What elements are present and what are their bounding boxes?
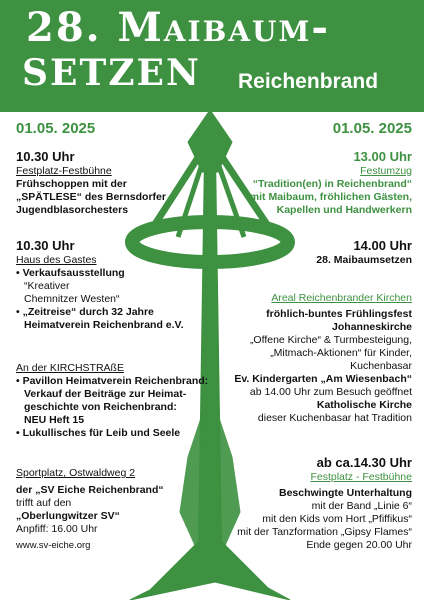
wreath-highlight	[240, 240, 260, 248]
left-block-3-item: geschichte von Reichenbrand:	[24, 401, 177, 413]
title-line-1: 28. Maibaum-	[26, 4, 331, 51]
right-block-3-place: Areal Reichenbrander Kirchen	[271, 292, 412, 304]
left-block-2-item: Heimatverein Reichenbrand e.V.	[24, 319, 184, 331]
right-block-3-line: Ev. Kindergarten „Am Wiesenbach“	[234, 373, 412, 385]
right-block-2-line: 28. Maibaumsetzen	[316, 254, 412, 266]
right-block-4-line: mit der Tanzformation „Gipsy Flames“	[237, 526, 412, 538]
left-block-1-place: Festplatz-Festbühne	[16, 165, 112, 177]
right-block-1-line: Kapellen und Handwerkern	[276, 204, 412, 216]
left-block-3-item: • Pavillon Heimatverein Reichenbrand:	[16, 375, 208, 388]
right-block-3-line: „Offene Kirche“ & Turmbesteigung,	[249, 334, 412, 346]
left-block-4-place: Sportplatz, Ostwaldweg 2	[16, 467, 136, 479]
right-block-4-time: ab ca.14.30 Uhr	[316, 455, 412, 470]
left-block-1-line: Jugendblasorchesters	[16, 204, 129, 216]
right-date: 01.05. 2025	[332, 120, 412, 137]
left-block-2-item: “Kreativer	[24, 280, 70, 292]
left-block-2-item: • „Zeitreise“ durch 32 Jahre	[16, 306, 184, 319]
left-block-4-link[interactable]: www.sv-eiche.org	[16, 540, 91, 551]
left-block-4-line: Anpfiff: 16.00 Uhr	[16, 523, 98, 535]
left-block-1-time: 10.30 Uhr	[16, 149, 75, 164]
left-block-2-time: 10.30 Uhr	[16, 238, 75, 253]
right-block-3-line: dieser Kuchenbasar hat Tradition	[257, 412, 412, 424]
right-block-4-line: mit den Kids vom Hort „Pfiffikus“	[262, 513, 412, 525]
right-block-3-line: Katholische Kirche	[316, 399, 412, 411]
right-block-1-line: “Tradition(en) in Reichenbrand“	[252, 178, 412, 190]
left-block-4-line: trifft auf den	[16, 497, 72, 509]
right-block-1-place: Festumzug	[360, 165, 412, 177]
left-block-3-item: Verkauf der Beiträge zur Heimat-	[24, 388, 187, 400]
right-block-2	[316, 238, 412, 267]
left-block-1-line: „SPÄTLESE“ des Bernsdorfer	[16, 191, 166, 203]
right-block-4	[237, 455, 412, 552]
left-block-2-place: Haus des Gastes	[16, 254, 97, 266]
right-block-4-line: Ende gegen 20.00 Uhr	[306, 539, 412, 551]
left-block-4	[16, 467, 164, 552]
left-block-2-item: Chemnitzer Westen“	[24, 293, 120, 305]
location-title: Reichenbrand	[238, 70, 379, 93]
right-block-3-line: ab 14.00 Uhr zum Besuch geöffnet	[249, 386, 412, 398]
left-block-3	[16, 362, 208, 440]
right-block-1-line: mit Maibaum, fröhlichen Gästen,	[249, 191, 412, 203]
left-date: 01.05. 2025	[16, 120, 96, 137]
maypole-trunk	[198, 124, 222, 580]
right-block-3-line: „Mitmach-Aktionen“ für Kinder,	[270, 347, 412, 359]
right-block-2-time: 14.00 Uhr	[353, 238, 412, 253]
left-block-1	[16, 149, 166, 217]
right-block-3-line: Johanneskirche	[332, 321, 412, 333]
left-block-2-item: • Verkaufsausstellung	[16, 267, 184, 280]
left-block-3-item: NEU Heft 15	[24, 414, 85, 426]
right-block-3-line: fröhlich-buntes Frühlingsfest	[266, 308, 412, 320]
right-block-4-line: mit der Band „Linie 6“	[311, 500, 412, 512]
header-banner	[0, 0, 424, 112]
left-block-4-line: „Oberlungwitzer SV“	[16, 510, 120, 522]
right-block-3	[234, 292, 412, 425]
right-block-4-line: Beschwingte Unterhaltung	[278, 487, 412, 499]
left-block-3-item: • Lukullisches für Leib und Seele	[16, 427, 208, 440]
title-line-2: SETZEN	[22, 52, 201, 94]
left-block-2	[16, 238, 184, 332]
right-block-4-place: Festplatz - Festbühne	[310, 471, 412, 483]
right-block-1-time: 13.00 Uhr	[353, 149, 412, 164]
left-block-4-line: der „SV Eiche Reichenbrand“	[16, 484, 164, 496]
left-block-1-line: Frühschoppen mit der	[16, 178, 127, 190]
right-block-1	[250, 149, 412, 217]
right-block-3-line: Kuchenbasar	[350, 360, 412, 372]
left-block-3-place: An der KIRCHSTRAßE	[16, 362, 124, 374]
